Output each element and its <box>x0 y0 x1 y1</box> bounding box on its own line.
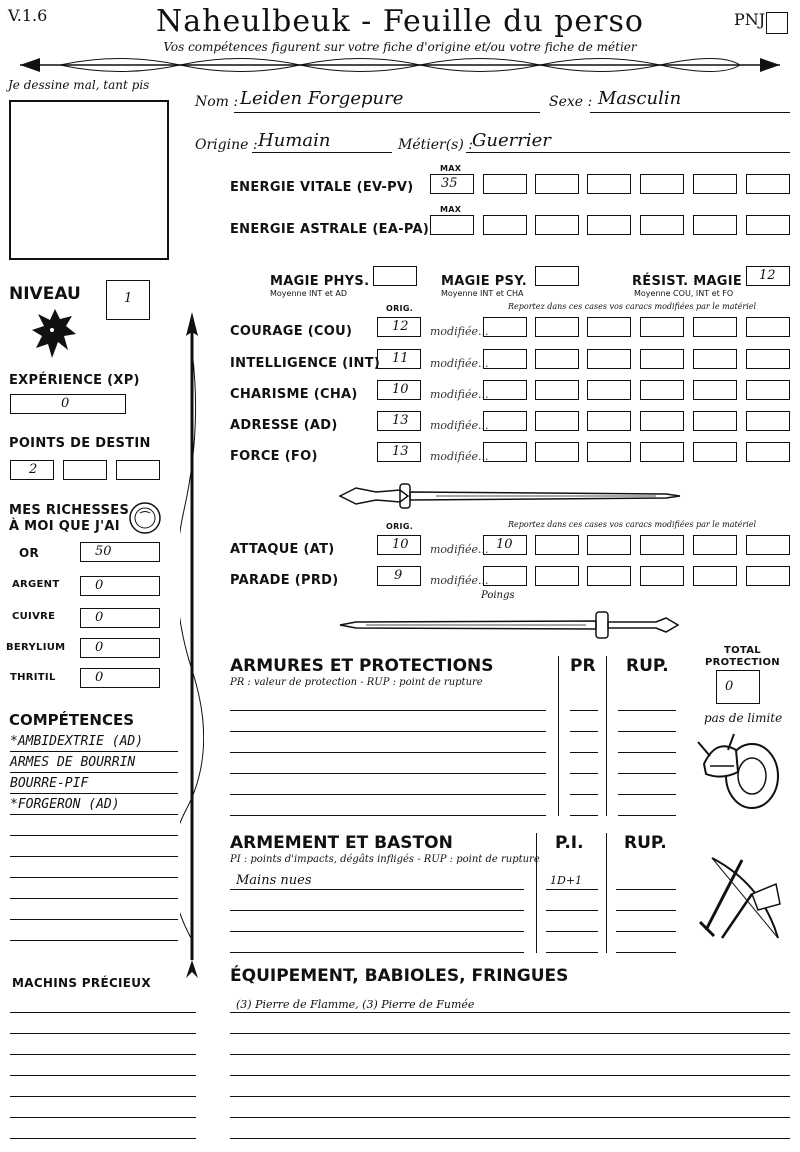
resist-magie-box[interactable] <box>746 266 790 286</box>
stat-mod-box[interactable] <box>746 380 790 400</box>
stat-mod-box[interactable] <box>693 317 737 337</box>
armure-line[interactable] <box>230 815 546 816</box>
destin-box-1[interactable] <box>10 460 54 480</box>
nom-label: Nom : <box>195 94 239 110</box>
weapon-rup-line[interactable] <box>616 952 676 953</box>
attaque-mod-box[interactable] <box>693 535 737 555</box>
stat-mod-box[interactable] <box>535 349 579 369</box>
stat-value: 13 <box>392 413 409 428</box>
armure-pr-line[interactable] <box>570 773 598 774</box>
experience-label: EXPÉRIENCE (XP) <box>9 373 140 388</box>
stat-value: 13 <box>392 444 409 459</box>
armure-pr-line[interactable] <box>570 731 598 732</box>
equipement-line[interactable] <box>230 1117 790 1118</box>
armure-pr-line[interactable] <box>570 815 598 816</box>
no-limit-label: pas de limite <box>704 711 783 725</box>
armure-line[interactable] <box>230 794 546 795</box>
competence-item[interactable]: *FORGERON (AD) <box>10 797 120 812</box>
equipement-line[interactable] <box>230 1033 790 1034</box>
machins-label: MACHINS PRÉCIEUX <box>12 976 151 990</box>
or-label: OR <box>19 546 40 560</box>
metier-value[interactable]: Guerrier <box>472 130 551 151</box>
competence-line <box>10 877 178 878</box>
ev-box-3[interactable] <box>587 174 631 194</box>
armement-pi-label: P.I. <box>555 833 584 853</box>
parade-mod-box[interactable] <box>483 566 527 586</box>
stat-mod-box[interactable] <box>640 411 684 431</box>
machins-line <box>10 1075 196 1076</box>
ea-max-box[interactable] <box>430 215 474 235</box>
stat-orig-box[interactable] <box>377 411 421 431</box>
stats-note: Reportez dans ces cases vos caracs modifiées par le matériel <box>508 302 757 311</box>
attaque-mod-box[interactable] <box>587 535 631 555</box>
parade-mod-box[interactable] <box>640 566 684 586</box>
competence-line <box>10 751 178 752</box>
thritil-label: THRITIL <box>10 672 56 683</box>
stat-mod-box[interactable] <box>640 380 684 400</box>
magie-phys-label: MAGIE PHYS. <box>270 274 370 289</box>
destin-box-3[interactable] <box>116 460 160 480</box>
argent-box[interactable] <box>80 576 160 596</box>
combat-orig-label: ORIG. <box>386 522 414 531</box>
armures-note: PR : valeur de protection - RUP : point de rupture <box>230 677 483 688</box>
parade-label: PARADE (PRD) <box>230 573 339 588</box>
parade-value: 9 <box>394 568 403 583</box>
origine-underline <box>252 152 392 153</box>
armure-line[interactable] <box>230 773 546 774</box>
niveau-value: 1 <box>124 291 133 306</box>
machins-line <box>10 1012 196 1013</box>
attaque-label: ATTAQUE (AT) <box>230 542 335 557</box>
weapon-pi-line[interactable] <box>546 952 598 953</box>
armure-line[interactable] <box>230 710 546 711</box>
armure-pr-line[interactable] <box>570 794 598 795</box>
ea-box-1[interactable] <box>483 215 527 235</box>
stat-orig-box[interactable] <box>377 380 421 400</box>
stat-mod-box[interactable] <box>640 442 684 462</box>
competence-line <box>10 856 178 857</box>
competence-line <box>10 793 178 794</box>
armure-line[interactable] <box>230 731 546 732</box>
weapon-line[interactable] <box>230 931 524 932</box>
ev-max-value: 35 <box>441 176 458 191</box>
ev-max-box[interactable] <box>430 174 474 194</box>
armures-pr-label: PR <box>570 656 596 676</box>
combat-note: Reportez dans ces cases vos caracs modifiées par le matériel <box>508 520 757 529</box>
stat-mod-box[interactable] <box>746 349 790 369</box>
weapon-line[interactable] <box>230 952 524 953</box>
stat-mod-box[interactable] <box>693 442 737 462</box>
total-protection-label-2: PROTECTION <box>705 657 780 668</box>
magie-psy-note: Moyenne INT et CHA <box>441 289 524 298</box>
modif-label: modifiée... <box>430 388 489 401</box>
magie-psy-label: MAGIE PSY. <box>441 274 528 289</box>
version-label: V.1.6 <box>8 6 48 25</box>
competence-line <box>10 835 178 836</box>
armement-rup-label: RUP. <box>624 833 667 853</box>
competence-item[interactable]: BOURRE-PIF <box>10 776 89 791</box>
ev-box-1[interactable] <box>483 174 527 194</box>
dragon-icon <box>30 304 80 364</box>
competence-line <box>10 898 178 899</box>
armure-pr-line[interactable] <box>570 752 598 753</box>
resist-magie-label: RÉSIST. MAGIE <box>632 274 743 289</box>
modif-label: modifiée... <box>430 357 489 370</box>
cuivre-value: 0 <box>95 610 104 625</box>
ea-box-4[interactable] <box>640 215 684 235</box>
stat-label: COURAGE (COU) <box>230 324 353 339</box>
nom-underline <box>234 112 540 113</box>
or-box[interactable] <box>80 542 160 562</box>
spear-header-icon <box>0 54 800 76</box>
richesses-label-2: À MOI QUE J'AI <box>9 519 120 534</box>
metier-underline <box>466 152 790 153</box>
berylium-box[interactable] <box>80 638 160 658</box>
helmet-shield-icon <box>696 728 782 812</box>
armure-rup-line[interactable] <box>618 752 676 753</box>
magie-psy-box[interactable] <box>535 266 579 286</box>
armure-rup-line[interactable] <box>618 710 676 711</box>
portrait-box[interactable] <box>9 100 169 260</box>
armement-label: ARMEMENT ET BASTON <box>230 833 453 853</box>
ea-box-5[interactable] <box>693 215 737 235</box>
stat-mod-box[interactable] <box>693 380 737 400</box>
stat-mod-box[interactable] <box>483 411 527 431</box>
experience-box[interactable] <box>10 394 126 414</box>
argent-value: 0 <box>95 578 104 593</box>
cuivre-label: CUIVRE <box>12 611 56 622</box>
resist-magie-note: Moyenne COU, INT et FO <box>634 289 734 298</box>
ev-box-6[interactable] <box>746 174 790 194</box>
stat-mod-box[interactable] <box>483 442 527 462</box>
weapon-line[interactable] <box>230 889 524 890</box>
stats-orig-label: ORIG. <box>386 304 414 313</box>
experience-value: 0 <box>61 396 70 411</box>
armures-divider <box>606 656 607 816</box>
armure-line[interactable] <box>230 752 546 753</box>
sexe-underline <box>590 112 790 113</box>
equipement-line[interactable] <box>230 1075 790 1076</box>
attaque-orig-box[interactable] <box>377 535 421 555</box>
modif-label: modifiée... <box>430 325 489 338</box>
machins-line <box>10 1138 196 1139</box>
competence-item[interactable]: ARMES DE BOURRIN <box>10 755 136 770</box>
niveau-label: NIVEAU <box>9 284 81 304</box>
modif-label: modifiée... <box>430 419 489 432</box>
sword-icon <box>336 482 684 510</box>
ev-label: ENERGIE VITALE (EV-PV) <box>230 180 414 195</box>
sword-icon <box>336 610 684 640</box>
parade-orig-box[interactable] <box>377 566 421 586</box>
metier-label: Métier(s) : <box>398 137 473 153</box>
stat-orig-box[interactable] <box>377 442 421 462</box>
total-protection-value: 0 <box>725 679 734 694</box>
stat-mod-box[interactable] <box>587 317 631 337</box>
stat-value: 10 <box>392 382 409 397</box>
stat-value: 12 <box>392 319 409 334</box>
magie-phys-box[interactable] <box>373 266 417 286</box>
parade-mod-box[interactable] <box>746 566 790 586</box>
armure-rup-line[interactable] <box>618 773 676 774</box>
stat-mod-box[interactable] <box>535 317 579 337</box>
pnj-label: PNJ <box>734 10 766 29</box>
machins-line <box>10 1117 196 1118</box>
machins-line <box>10 1033 196 1034</box>
machins-line <box>10 1054 196 1055</box>
armures-divider <box>558 656 559 816</box>
coin-icon <box>128 501 162 535</box>
ev-max-label: MAX <box>440 164 462 173</box>
portrait-caption: Je dessine mal, tant pis <box>8 78 150 92</box>
sheet-subtitle: Vos compétences figurent sur votre fiche d'origine et/ou votre fiche de métier <box>163 40 637 54</box>
argent-label: ARGENT <box>12 579 60 590</box>
machins-line <box>10 1096 196 1097</box>
parade-mod-box[interactable] <box>693 566 737 586</box>
stat-mod-box[interactable] <box>693 411 737 431</box>
ev-box-5[interactable] <box>693 174 737 194</box>
pnj-checkbox[interactable] <box>766 12 788 34</box>
stat-mod-box[interactable] <box>587 411 631 431</box>
stat-mod-box[interactable] <box>693 349 737 369</box>
richesses-label-1: MES RICHESSES <box>9 503 130 518</box>
ea-box-6[interactable] <box>746 215 790 235</box>
stat-mod-box[interactable] <box>483 349 527 369</box>
ea-box-3[interactable] <box>587 215 631 235</box>
equipement-line[interactable] <box>230 1054 790 1055</box>
attaque-mod-value: 10 <box>496 537 513 552</box>
thritil-box[interactable] <box>80 668 160 688</box>
ea-max-label: MAX <box>440 205 462 214</box>
origine-value[interactable]: Humain <box>258 130 331 151</box>
stat-mod-box[interactable] <box>587 380 631 400</box>
stat-label: FORCE (FO) <box>230 449 318 464</box>
stat-mod-box[interactable] <box>535 442 579 462</box>
armures-label: ARMURES ET PROTECTIONS <box>230 656 494 676</box>
weapon-line[interactable] <box>230 910 524 911</box>
attaque-mod-box[interactable] <box>535 535 579 555</box>
armure-rup-line[interactable] <box>618 815 676 816</box>
competences-label: COMPÉTENCES <box>9 711 135 729</box>
competence-line <box>10 814 178 815</box>
magie-phys-note: Moyenne INT et AD <box>270 289 348 298</box>
stat-label: CHARISME (CHA) <box>230 387 358 402</box>
stat-mod-box[interactable] <box>746 411 790 431</box>
stat-mod-box[interactable] <box>483 317 527 337</box>
stat-mod-box[interactable] <box>746 317 790 337</box>
spear-icon <box>180 310 204 980</box>
weapons-icon <box>692 854 788 944</box>
sexe-label: Sexe : <box>549 94 593 110</box>
weapon-rup-line[interactable] <box>616 889 676 890</box>
destin-value: 2 <box>29 462 38 477</box>
destin-box-2[interactable] <box>63 460 107 480</box>
competence-line <box>10 772 178 773</box>
stat-orig-box[interactable] <box>377 349 421 369</box>
stat-mod-box[interactable] <box>535 411 579 431</box>
stat-mod-box[interactable] <box>483 380 527 400</box>
weapon-pi-line[interactable] <box>546 931 598 932</box>
equipement-label: ÉQUIPEMENT, BABIOLES, FRINGUES <box>230 966 569 986</box>
armures-rup-label: RUP. <box>626 656 669 676</box>
stat-mod-box[interactable] <box>587 349 631 369</box>
competence-line <box>10 940 178 941</box>
attaque-value: 10 <box>392 537 409 552</box>
attaque-mod-box[interactable] <box>746 535 790 555</box>
equipement-line[interactable] <box>230 1096 790 1097</box>
stat-label: INTELLIGENCE (INT) <box>230 356 381 371</box>
equipement-line-1[interactable]: (3) Pierre de Flamme, (3) Pierre de Fumée <box>236 998 475 1011</box>
equipement-line[interactable] <box>230 1138 790 1139</box>
stat-mod-box[interactable] <box>746 442 790 462</box>
modif-label: modifiée... <box>430 574 489 587</box>
ea-label: ENERGIE ASTRALE (EA-PA) <box>230 222 430 237</box>
ev-box-4[interactable] <box>640 174 684 194</box>
competence-line <box>10 919 178 920</box>
weapon-pi-line[interactable] <box>546 889 598 890</box>
attaque-mod-box[interactable] <box>640 535 684 555</box>
berylium-value: 0 <box>95 640 104 655</box>
total-protection-box[interactable] <box>716 670 760 704</box>
stat-mod-box[interactable] <box>587 442 631 462</box>
resist-magie-value: 12 <box>759 268 776 283</box>
armure-rup-line[interactable] <box>618 731 676 732</box>
stat-orig-box[interactable] <box>377 317 421 337</box>
stat-label: ADRESSE (AD) <box>230 418 338 433</box>
ea-box-2[interactable] <box>535 215 579 235</box>
armement-note: PI : points d'impacts, dégâts infligés - RUP : point de rupture <box>230 854 540 865</box>
attaque-mod-box[interactable] <box>483 535 527 555</box>
parade-mod-box[interactable] <box>587 566 631 586</box>
weapon-pi-line[interactable] <box>546 910 598 911</box>
origine-label: Origine : <box>195 137 258 153</box>
berylium-label: BERYLIUM <box>6 642 66 653</box>
armement-divider <box>606 833 607 953</box>
destin-label: POINTS DE DESTIN <box>9 436 151 451</box>
or-value: 50 <box>95 544 112 559</box>
armure-pr-line[interactable] <box>570 710 598 711</box>
stat-mod-box[interactable] <box>535 380 579 400</box>
thritil-value: 0 <box>95 670 104 685</box>
cuivre-box[interactable] <box>80 608 160 628</box>
weapon-name[interactable]: Mains nues <box>236 873 312 888</box>
armure-rup-line[interactable] <box>618 794 676 795</box>
sheet-title: Naheulbeuk - Feuille du perso <box>156 4 644 39</box>
stat-mod-box[interactable] <box>640 349 684 369</box>
weapon-rup-line[interactable] <box>616 931 676 932</box>
nom-value[interactable]: Leiden Forgepure <box>240 88 404 109</box>
weapon-rup-line[interactable] <box>616 910 676 911</box>
poings-label: Poings <box>481 590 515 601</box>
stat-mod-box[interactable] <box>640 317 684 337</box>
stat-value: 11 <box>392 351 409 366</box>
weapon-pi[interactable]: 1D+1 <box>550 874 583 887</box>
armement-divider <box>536 833 537 953</box>
total-protection-label-1: TOTAL <box>724 645 761 656</box>
modif-label: modifiée... <box>430 450 489 463</box>
ev-box-2[interactable] <box>535 174 579 194</box>
niveau-box[interactable] <box>106 280 150 320</box>
equipement-line[interactable] <box>230 1012 790 1013</box>
sexe-value[interactable]: Masculin <box>598 88 682 109</box>
modif-label: modifiée... <box>430 543 489 556</box>
parade-mod-box[interactable] <box>535 566 579 586</box>
competence-item[interactable]: *AMBIDEXTRIE (AD) <box>10 734 144 749</box>
